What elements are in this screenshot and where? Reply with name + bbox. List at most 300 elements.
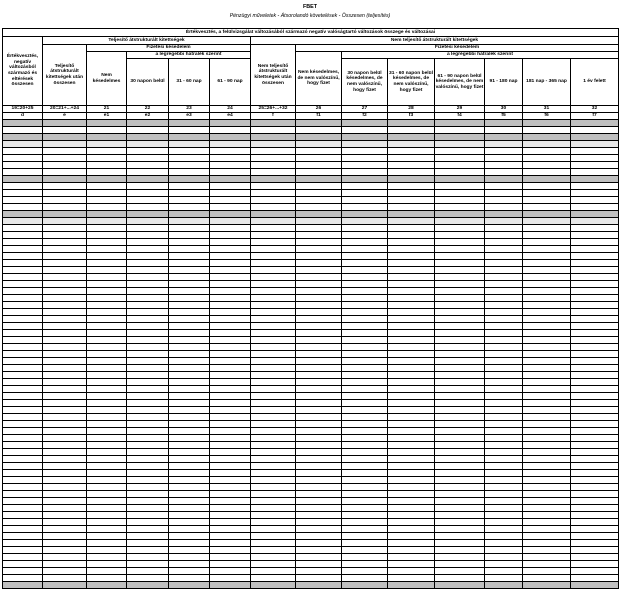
table-cell — [388, 477, 435, 484]
table-cell — [87, 421, 127, 428]
table-cell — [435, 372, 485, 379]
table-cell — [169, 239, 210, 246]
table-cell — [523, 344, 571, 351]
table-cell — [388, 239, 435, 246]
table-cell — [435, 379, 485, 386]
table-cell — [571, 169, 619, 176]
table-cell — [523, 176, 571, 183]
table-cell — [388, 449, 435, 456]
table-cell — [3, 274, 43, 281]
table-cell — [127, 176, 169, 183]
table-cell — [87, 281, 127, 288]
table-cell — [388, 330, 435, 337]
table-cell — [388, 435, 435, 442]
table-cell — [251, 316, 296, 323]
table-cell — [435, 246, 485, 253]
table-cell — [523, 253, 571, 260]
table-cell — [127, 260, 169, 267]
main-header: Értékvesztés, a felülvizsgálat változásából származó negatív valóságtartó változások összege és változásai — [3, 29, 619, 37]
table-cell — [342, 295, 388, 302]
table-cell — [342, 533, 388, 540]
table-cell — [342, 239, 388, 246]
table-cell — [296, 533, 342, 540]
table-cell — [127, 253, 169, 260]
table-cell — [388, 365, 435, 372]
table-cell — [3, 218, 43, 225]
table-cell — [43, 372, 87, 379]
table-cell — [435, 393, 485, 400]
table-cell — [435, 540, 485, 547]
table-cell — [342, 428, 388, 435]
table-cell — [87, 358, 127, 365]
table-cell — [296, 379, 342, 386]
table-cell — [435, 323, 485, 330]
table-cell — [296, 134, 342, 141]
table-cell — [571, 477, 619, 484]
table-cell — [169, 358, 210, 365]
table-cell — [435, 225, 485, 232]
table-row — [3, 316, 619, 323]
table-cell — [127, 351, 169, 358]
table-cell — [342, 379, 388, 386]
table-cell — [296, 190, 342, 197]
table-cell — [388, 463, 435, 470]
table-row — [3, 491, 619, 498]
table-cell — [3, 372, 43, 379]
table-row — [3, 428, 619, 435]
table-cell — [571, 232, 619, 239]
table-cell — [523, 421, 571, 428]
table-cell — [169, 379, 210, 386]
page-subtitle: Pénzügyi műveletek - Átsorolandó követelések - Összesen (teljesítés) — [229, 13, 391, 19]
table-cell — [43, 449, 87, 456]
table-cell — [127, 435, 169, 442]
table-cell — [485, 197, 523, 204]
table-cell — [87, 127, 127, 134]
table-row — [3, 568, 619, 575]
table-cell — [169, 260, 210, 267]
table-cell — [210, 470, 251, 477]
table-cell — [210, 428, 251, 435]
table-cell — [388, 414, 435, 421]
table-cell — [127, 323, 169, 330]
table-cell — [169, 568, 210, 575]
table-cell — [3, 155, 43, 162]
table-cell — [296, 337, 342, 344]
table-cell — [388, 526, 435, 533]
table-cell — [342, 302, 388, 309]
table-cell — [169, 449, 210, 456]
table-cell — [169, 407, 210, 414]
table-cell — [485, 225, 523, 232]
table-row — [3, 512, 619, 519]
table-cell — [523, 526, 571, 533]
table-cell — [571, 120, 619, 127]
table-cell — [251, 141, 296, 148]
table-cell — [3, 435, 43, 442]
table-cell — [87, 400, 127, 407]
table-cell — [127, 120, 169, 127]
letter-cell: f6 — [523, 113, 571, 120]
table-cell — [169, 211, 210, 218]
table-cell — [571, 526, 619, 533]
table-cell — [43, 400, 87, 407]
table-cell — [127, 505, 169, 512]
table-cell — [571, 281, 619, 288]
table-cell — [342, 267, 388, 274]
table-cell — [388, 197, 435, 204]
table-cell — [485, 316, 523, 323]
table-cell — [296, 407, 342, 414]
table-cell — [571, 288, 619, 295]
table-cell — [342, 169, 388, 176]
table-cell — [3, 302, 43, 309]
table-cell — [127, 512, 169, 519]
table-cell — [485, 183, 523, 190]
table-cell — [523, 449, 571, 456]
table-cell — [251, 386, 296, 393]
table-cell — [435, 554, 485, 561]
table-cell — [388, 120, 435, 127]
table-cell — [296, 505, 342, 512]
table-cell — [87, 463, 127, 470]
table-cell — [251, 554, 296, 561]
table-cell — [571, 358, 619, 365]
table-cell — [388, 288, 435, 295]
table-cell — [169, 169, 210, 176]
table-cell — [251, 239, 296, 246]
table-cell — [127, 540, 169, 547]
table-cell — [571, 344, 619, 351]
table-cell — [169, 533, 210, 540]
table-cell — [43, 246, 87, 253]
table-cell — [388, 428, 435, 435]
table-cell — [485, 169, 523, 176]
table-cell — [210, 526, 251, 533]
table-cell — [571, 246, 619, 253]
table-cell — [87, 288, 127, 295]
table-row — [3, 379, 619, 386]
table-cell — [342, 365, 388, 372]
table-cell — [169, 253, 210, 260]
table-cell — [43, 141, 87, 148]
table-cell — [210, 253, 251, 260]
table-cell — [435, 218, 485, 225]
table-cell — [43, 176, 87, 183]
table-cell — [43, 456, 87, 463]
table-cell — [43, 351, 87, 358]
table-cell — [169, 561, 210, 568]
code-cell: 28 — [388, 106, 435, 113]
table-cell — [210, 575, 251, 582]
table-cell — [251, 372, 296, 379]
group-a-header: Teljesítő átstrukturált kitettségek — [43, 37, 251, 45]
table-cell — [3, 127, 43, 134]
table-cell — [251, 309, 296, 316]
table-cell — [435, 197, 485, 204]
table-cell — [485, 127, 523, 134]
letter-cell: e4 — [210, 113, 251, 120]
table-cell — [251, 253, 296, 260]
table-cell — [388, 386, 435, 393]
table-cell — [87, 505, 127, 512]
table-cell — [571, 365, 619, 372]
table-cell — [388, 204, 435, 211]
table-cell — [251, 155, 296, 162]
table-cell — [3, 162, 43, 169]
table-cell — [485, 162, 523, 169]
table-cell — [342, 344, 388, 351]
code-cell: 23 — [169, 106, 210, 113]
table-cell — [342, 316, 388, 323]
fizetesi-a: Fizetési késedelem — [87, 45, 251, 52]
table-cell — [485, 330, 523, 337]
table-row — [3, 351, 619, 358]
table-cell — [523, 225, 571, 232]
table-cell — [3, 568, 43, 575]
table-cell — [435, 183, 485, 190]
table-cell — [127, 141, 169, 148]
table-cell — [571, 449, 619, 456]
table-cell — [435, 253, 485, 260]
table-cell — [251, 575, 296, 582]
table-cell — [3, 225, 43, 232]
table-cell — [485, 477, 523, 484]
table-cell — [523, 400, 571, 407]
table-cell — [388, 190, 435, 197]
table-row — [3, 442, 619, 449]
table-cell — [3, 253, 43, 260]
table-cell — [127, 470, 169, 477]
table-cell — [87, 134, 127, 141]
table-cell — [571, 435, 619, 442]
letter-cell: f5 — [485, 113, 523, 120]
table-cell — [485, 463, 523, 470]
table-cell — [87, 162, 127, 169]
table-cell — [87, 477, 127, 484]
table-cell — [523, 330, 571, 337]
table-cell — [388, 421, 435, 428]
table-cell — [571, 393, 619, 400]
table-cell — [571, 309, 619, 316]
table-cell — [523, 365, 571, 372]
table-cell — [296, 351, 342, 358]
table-cell — [210, 547, 251, 554]
table-cell — [523, 204, 571, 211]
letter-cell: f2 — [342, 113, 388, 120]
table-cell — [3, 323, 43, 330]
table-cell — [435, 463, 485, 470]
table-cell — [87, 246, 127, 253]
table-cell — [127, 232, 169, 239]
table-cell — [435, 239, 485, 246]
table-cell — [169, 414, 210, 421]
table-row — [3, 190, 619, 197]
table-cell — [296, 330, 342, 337]
table-cell — [87, 330, 127, 337]
table-row — [3, 204, 619, 211]
table-cell — [251, 176, 296, 183]
table-cell — [296, 344, 342, 351]
table-cell — [251, 442, 296, 449]
table-cell — [127, 372, 169, 379]
table-cell — [435, 134, 485, 141]
table-cell — [388, 246, 435, 253]
table-cell — [296, 288, 342, 295]
table-cell — [523, 414, 571, 421]
table-cell — [342, 456, 388, 463]
table-cell — [435, 316, 485, 323]
table-row — [3, 358, 619, 365]
table-cell — [251, 281, 296, 288]
table-cell — [210, 288, 251, 295]
table-cell — [435, 309, 485, 316]
table-cell — [296, 491, 342, 498]
table-cell — [87, 260, 127, 267]
table-cell — [251, 211, 296, 218]
letter-cell: d — [3, 113, 43, 120]
table-cell — [169, 148, 210, 155]
table-cell — [43, 148, 87, 155]
table-cell — [571, 148, 619, 155]
table-cell — [296, 372, 342, 379]
table-cell — [169, 505, 210, 512]
table-cell — [388, 519, 435, 526]
table-cell — [485, 351, 523, 358]
col-head-f1: Nem késedelmes, de nem valószínű, hogy fizet — [296, 52, 342, 106]
table-cell — [523, 393, 571, 400]
table-cell — [296, 155, 342, 162]
table-cell — [251, 512, 296, 519]
table-row — [3, 253, 619, 260]
table-cell — [388, 456, 435, 463]
table-cell — [342, 477, 388, 484]
table-cell — [342, 442, 388, 449]
table-cell — [210, 512, 251, 519]
table-cell — [127, 498, 169, 505]
table-cell — [210, 568, 251, 575]
table-row — [3, 288, 619, 295]
table-cell — [342, 526, 388, 533]
table-cell — [251, 519, 296, 526]
table-cell — [485, 253, 523, 260]
table-cell — [210, 561, 251, 568]
table-cell — [127, 183, 169, 190]
table-cell — [571, 484, 619, 491]
table-cell — [169, 393, 210, 400]
table-cell — [251, 148, 296, 155]
table-cell — [523, 197, 571, 204]
table-cell — [43, 519, 87, 526]
table-cell — [3, 407, 43, 414]
table-cell — [571, 470, 619, 477]
table-cell — [342, 127, 388, 134]
col-head-f3: 31 - 60 napon belül késedelmes, de nem valószínű, hogy fizet — [388, 59, 435, 106]
table-cell — [342, 120, 388, 127]
table-cell — [87, 183, 127, 190]
table-cell — [523, 260, 571, 267]
table-cell — [435, 281, 485, 288]
table-cell — [87, 316, 127, 323]
table-cell — [296, 127, 342, 134]
table-cell — [251, 498, 296, 505]
table-row — [3, 547, 619, 554]
table-cell — [251, 274, 296, 281]
table-cell — [342, 260, 388, 267]
table-cell — [43, 498, 87, 505]
table-cell — [87, 218, 127, 225]
table-cell — [435, 449, 485, 456]
table-cell — [251, 484, 296, 491]
table-cell — [342, 540, 388, 547]
code-cell: 27 — [342, 106, 388, 113]
table-row — [3, 365, 619, 372]
table-cell — [169, 344, 210, 351]
table-cell — [87, 197, 127, 204]
table-cell — [571, 554, 619, 561]
table-cell — [388, 568, 435, 575]
table-cell — [127, 421, 169, 428]
table-cell — [435, 435, 485, 442]
table-cell — [127, 442, 169, 449]
table-cell — [523, 288, 571, 295]
table-cell — [169, 232, 210, 239]
table-cell — [435, 141, 485, 148]
table-cell — [43, 463, 87, 470]
table-cell — [127, 218, 169, 225]
table-cell — [87, 148, 127, 155]
table-cell — [169, 386, 210, 393]
table-cell — [127, 148, 169, 155]
table-cell — [296, 218, 342, 225]
table-cell — [127, 358, 169, 365]
table-cell — [388, 148, 435, 155]
table-cell — [210, 372, 251, 379]
table-cell — [485, 232, 523, 239]
table-cell — [251, 134, 296, 141]
table-cell — [251, 547, 296, 554]
table-cell — [169, 316, 210, 323]
table-cell — [571, 155, 619, 162]
table-cell — [87, 526, 127, 533]
table-cell — [43, 204, 87, 211]
table-cell — [342, 204, 388, 211]
letter-cell: e — [43, 113, 87, 120]
table-cell — [435, 498, 485, 505]
table-cell — [43, 470, 87, 477]
table-cell — [3, 484, 43, 491]
table-cell — [571, 428, 619, 435]
table-cell — [87, 449, 127, 456]
table-cell — [3, 470, 43, 477]
table-cell — [342, 337, 388, 344]
table-cell — [43, 260, 87, 267]
table-cell — [3, 428, 43, 435]
table-cell — [485, 176, 523, 183]
table-cell — [169, 498, 210, 505]
table-cell — [296, 414, 342, 421]
table-cell — [523, 484, 571, 491]
table-row — [3, 309, 619, 316]
table-cell — [127, 162, 169, 169]
table-cell — [210, 540, 251, 547]
table-cell — [127, 561, 169, 568]
table-cell — [296, 442, 342, 449]
table-cell — [3, 540, 43, 547]
table-cell — [435, 169, 485, 176]
table-cell — [296, 554, 342, 561]
letter-cell: e3 — [169, 113, 210, 120]
